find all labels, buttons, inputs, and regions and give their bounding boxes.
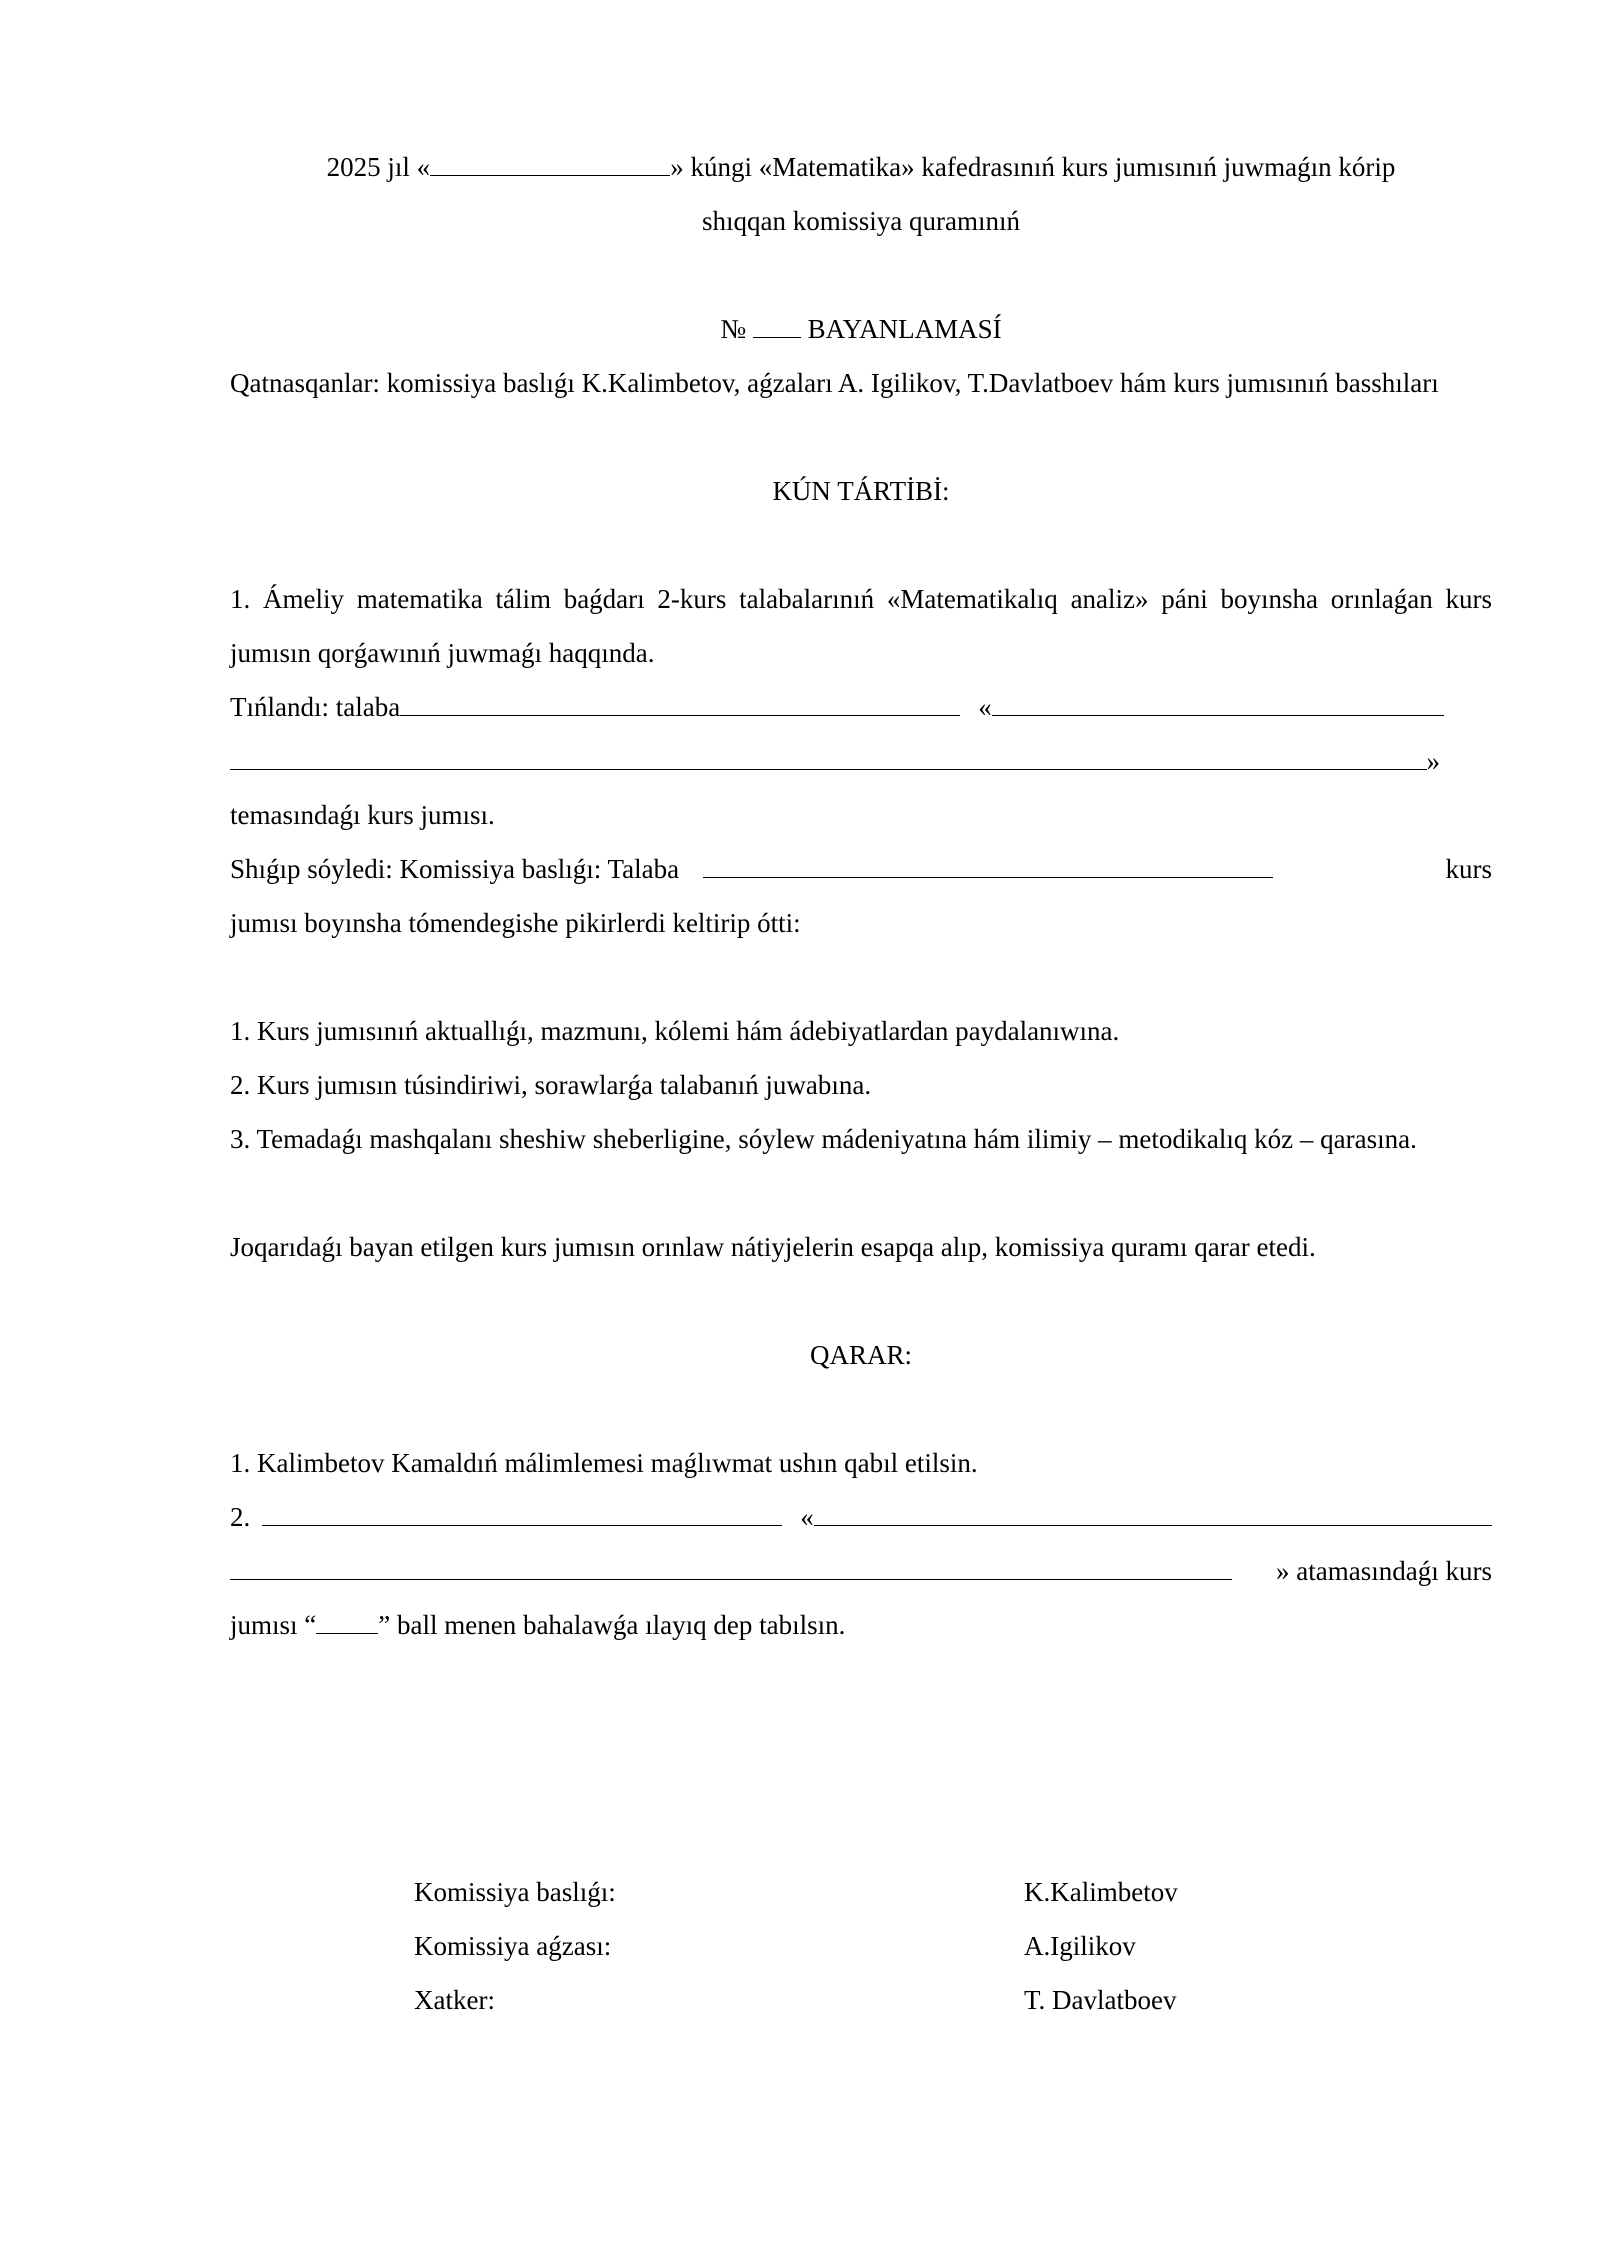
date-blank [430, 145, 670, 176]
open-quote: « [978, 692, 992, 722]
number-sign: № [720, 314, 753, 344]
spoke-line-2: jumısı boyınsha tómendegishe pikirlerdi keltirip ótti: [230, 908, 801, 938]
decision-heading: QARAR: [809, 1340, 912, 1370]
signature-role: Komissiya aǵzası: [414, 1931, 612, 1961]
decision-topic-blank-2 [230, 1549, 1232, 1580]
decision-item-2-line-3 [230, 1598, 1492, 1652]
topic-blank-2 [230, 739, 1427, 770]
decision-topic-blank-1 [814, 1495, 1492, 1526]
agenda-item-1: 1. Ámeliy matematika tálim baǵdarı 2-kurs talabalarınıń «Matematikalıq analiz» páni boyınsha orınlaǵan kurs jumısın qorǵawınıń juwmaǵı haqqında. [230, 584, 1492, 668]
speaker-student-blank [703, 847, 1273, 878]
signature-role: Komissiya baslıǵı: [414, 1877, 616, 1907]
decision-item-2-number: 2. [230, 1502, 251, 1532]
heard-label: Tıńlandı: talaba [230, 692, 401, 722]
signature-row [414, 1919, 1234, 1973]
decision-item-2 [230, 1490, 1492, 1544]
signature-name: K.Kalimbetov [1024, 1877, 1178, 1907]
agenda-heading: KÚN TÁRTİBİ: [772, 476, 950, 506]
point-2: 2. Kurs jumısın túsindiriwi, sorawlarǵa talabanıń juwabına. [230, 1070, 872, 1100]
signature-row [414, 1865, 1234, 1919]
topic-line-2 [230, 734, 1440, 788]
signature-name: T. Davlatboev [1024, 1985, 1177, 2015]
heard-line [230, 680, 1492, 734]
decision-item-1: 1. Kalimbetov Kamaldıń málimlemesi maǵlıwmat ushın qabıl etilsin. [230, 1448, 978, 1478]
document-title [230, 302, 1492, 356]
summary-paragraph: Joqarıdaǵı bayan etilgen kurs jumısın orınlaw nátiyjelerin esapqa alıp, komissiya quramı qarar etedi. [230, 1232, 1316, 1262]
number-blank [753, 307, 801, 338]
signature-row [414, 1973, 1234, 2027]
header-year-text: 2025 jıl « [326, 152, 431, 182]
spoke-tail: kurs [1445, 854, 1492, 884]
spoke-line [230, 842, 1492, 896]
header-line-1-text: » kúngi «Matematika» kafedrasınıń kurs jumısınıń juwmaǵın kórip [670, 152, 1396, 182]
spoke-label: Shıǵıp sóyledi: Komissiya baslıǵı: Talaba [230, 854, 680, 884]
decision-student-blank [262, 1495, 782, 1526]
grade-blank [316, 1603, 378, 1634]
header-line-1 [230, 140, 1492, 194]
header-line-2: shıqqan komissiya quramınıń [702, 206, 1020, 236]
close-quote: » [1426, 746, 1440, 776]
signatures-block [414, 1865, 1234, 2027]
document-page [230, 140, 1492, 1652]
participants-paragraph: Qatnasqanlar: komissiya baslıǵı K.Kalimbetov, aǵzaları A. Igilikov, T.Davlatboev hám kurs jumısınıń basshıları [230, 368, 1439, 398]
signature-name: A.Igilikov [1024, 1931, 1136, 1961]
decision-topic-tail: » atamasındaǵı kurs [1276, 1556, 1492, 1586]
student-name-blank [400, 685, 960, 716]
title-text: BAYANLAMASÍ [800, 314, 1002, 344]
decision-item-2-line-2 [230, 1544, 1492, 1598]
topic-suffix: temasındaǵı kurs jumısı. [230, 800, 495, 830]
signature-role: Xatker: [414, 1985, 495, 2015]
point-1: 1. Kurs jumısınıń aktuallıǵı, mazmunı, kólemi hám ádebiyatlardan paydalanıwına. [230, 1016, 1120, 1046]
grade-suffix: ” ball menen bahalawǵa ılayıq dep tabılsın. [378, 1610, 846, 1640]
point-3: 3. Temadaǵı mashqalanı sheshiw sheberligine, sóylew mádeniyatına hám ilimiy – metodikalıq kóz – qarasına. [230, 1124, 1417, 1154]
grade-prefix: jumısı “ [230, 1610, 317, 1640]
topic-blank-1 [992, 685, 1444, 716]
decision-open-quote: « [800, 1502, 814, 1532]
